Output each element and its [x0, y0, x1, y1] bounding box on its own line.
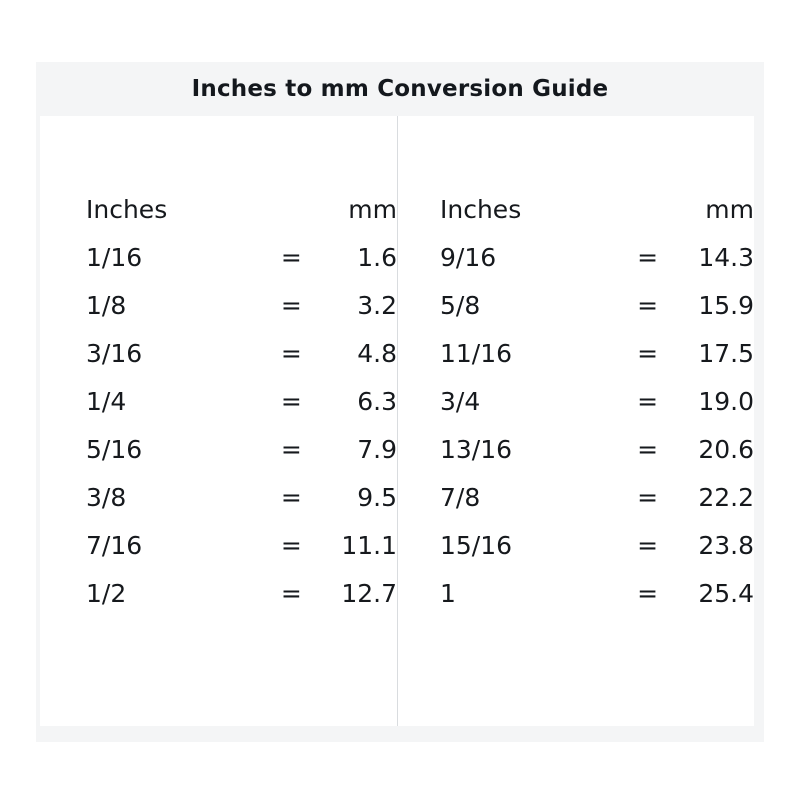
cell-equals: =: [280, 483, 302, 512]
cell-inches: 1: [440, 579, 456, 608]
cell-inches: 7/16: [86, 531, 143, 560]
table-row: [86, 474, 397, 522]
cell-mm: 23.8: [698, 531, 754, 560]
cell-inches: 3/16: [86, 339, 143, 368]
cell-mm: 22.2: [698, 483, 754, 512]
table-row: [440, 330, 754, 378]
cell-equals: =: [280, 435, 302, 464]
cell-inches: 3/4: [440, 387, 481, 416]
table-row: [440, 522, 754, 570]
table-head-left: [86, 186, 397, 234]
chart-title-band: [36, 62, 764, 116]
conversion-table-right: [440, 186, 754, 618]
cell-inches: 1/4: [86, 387, 127, 416]
table-row: [440, 570, 754, 618]
cell-inches: 1/16: [86, 243, 143, 272]
cell-mm: 11.1: [341, 531, 397, 560]
table-row: [440, 426, 754, 474]
cell-inches: 9/16: [440, 243, 497, 272]
cell-equals: =: [280, 579, 302, 608]
page-title: Inches to mm Conversion Guide: [191, 76, 609, 102]
cell-mm: 6.3: [357, 387, 397, 416]
column-header-inches: Inches: [86, 195, 168, 224]
table-row: [440, 378, 754, 426]
table-row: [86, 522, 397, 570]
cell-inches: 3/8: [86, 483, 127, 512]
cell-equals: =: [280, 387, 302, 416]
cell-equals: =: [637, 339, 659, 368]
column-header-mm: mm: [348, 195, 397, 224]
chart-card: [40, 116, 754, 726]
cell-equals: =: [280, 243, 302, 272]
table-header-row: [440, 186, 754, 234]
conversion-chart-frame: [36, 62, 764, 742]
table-body-left: [86, 234, 397, 618]
column-header-inches: Inches: [440, 195, 522, 224]
conversion-column-left: [40, 116, 397, 726]
cell-mm: 12.7: [341, 579, 397, 608]
cell-equals: =: [637, 483, 659, 512]
cell-inches: 15/16: [440, 531, 513, 560]
cell-inches: 5/8: [440, 291, 481, 320]
table-row: [86, 234, 397, 282]
cell-mm: 7.9: [357, 435, 397, 464]
column-header-equals: [270, 186, 313, 234]
cell-inches: 1/8: [86, 291, 127, 320]
cell-mm: 4.8: [357, 339, 397, 368]
cell-equals: =: [637, 243, 659, 272]
cell-mm: 19.0: [698, 387, 754, 416]
table-header-row: [86, 186, 397, 234]
table-row: [440, 234, 754, 282]
cell-equals: =: [637, 387, 659, 416]
cell-mm: 14.3: [698, 243, 754, 272]
cell-mm: 20.6: [698, 435, 754, 464]
column-header-equals: [626, 186, 669, 234]
table-head-right: [440, 186, 754, 234]
column-header-mm: mm: [705, 195, 754, 224]
cell-equals: =: [280, 291, 302, 320]
chart-columns: [40, 116, 754, 726]
cell-mm: 25.4: [698, 579, 754, 608]
cell-equals: =: [280, 531, 302, 560]
cell-mm: 9.5: [357, 483, 397, 512]
cell-mm: 3.2: [357, 291, 397, 320]
cell-inches: 13/16: [440, 435, 513, 464]
cell-inches: 1/2: [86, 579, 127, 608]
cell-equals: =: [637, 579, 659, 608]
cell-equals: =: [637, 531, 659, 560]
cell-inches: 5/16: [86, 435, 143, 464]
cell-equals: =: [280, 339, 302, 368]
table-row: [86, 378, 397, 426]
cell-equals: =: [637, 291, 659, 320]
table-row: [86, 426, 397, 474]
cell-mm: 1.6: [357, 243, 397, 272]
table-row: [86, 330, 397, 378]
table-row: [440, 474, 754, 522]
conversion-column-right: [397, 116, 754, 726]
cell-inches: 7/8: [440, 483, 481, 512]
conversion-table-left: [86, 186, 397, 618]
table-row: [440, 282, 754, 330]
table-row: [86, 282, 397, 330]
table-row: [86, 570, 397, 618]
cell-mm: 15.9: [698, 291, 754, 320]
table-body-right: [440, 234, 754, 618]
cell-inches: 11/16: [440, 339, 513, 368]
cell-equals: =: [637, 435, 659, 464]
cell-mm: 17.5: [698, 339, 754, 368]
